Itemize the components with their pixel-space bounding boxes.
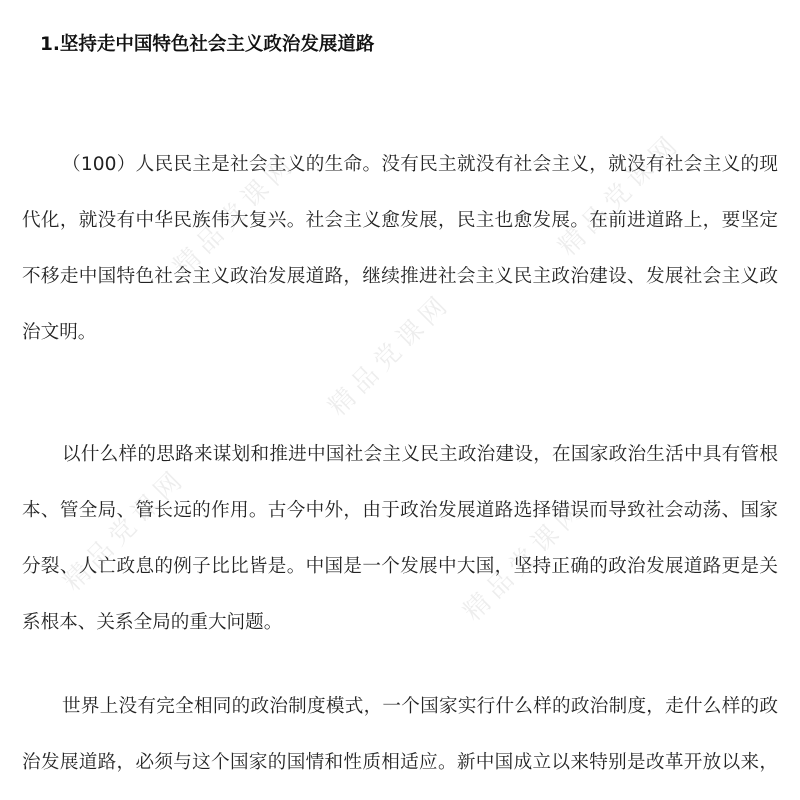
watermark-text: 精品党课网 <box>322 287 458 423</box>
paragraph-line: 不移走中国特色社会主义政治发展道路，继续推进社会主义民主政治建设、发展社会主义政 <box>22 266 778 287</box>
watermark-text: 精品党课网 <box>457 492 593 628</box>
paragraph-line: 世界上没有完全相同的政治制度模式，一个国家实行什么样的政治制度，走什么样的政 <box>62 696 778 717</box>
paragraph-line: 本、管全局、管长远的作用。古今中外，由于政治发展道路选择错误而导致社会动荡、国家 <box>22 500 778 521</box>
paragraph-line: 分裂、人亡政息的例子比比皆是。中国是一个发展中大国，坚持正确的政治发展道路更是关 <box>22 556 778 577</box>
paragraph-line: 系根本、关系全局的重大问题。 <box>22 612 283 633</box>
paragraph-line: 以什么样的思路来谋划和推进中国社会主义民主政治建设，在国家政治生活中具有管根 <box>62 444 778 465</box>
paragraph <box>22 679 778 791</box>
watermark-text: 精品党课网 <box>167 147 303 283</box>
paragraph-line: 治文明。 <box>22 322 97 343</box>
paragraph <box>22 137 778 361</box>
watermark-text: 精品党课网 <box>57 462 193 598</box>
paragraph-line: 治发展道路，必须与这个国家的国情和性质相适应。新中国成立以来特别是改革开放以来， <box>22 752 778 773</box>
paragraph-line: （100）人民民主是社会主义的生命。没有民主就没有社会主义，就没有社会主义的现 <box>62 154 778 175</box>
paragraph-line: 代化，就没有中华民族伟大复兴。社会主义愈发展，民主也愈发展。在前进道路上，要坚定 <box>22 210 778 231</box>
section-heading: 1.坚持走中国特色社会主义政治发展道路 <box>40 34 375 55</box>
paragraph <box>22 427 778 651</box>
watermark-text: 精品党课网 <box>552 127 688 263</box>
